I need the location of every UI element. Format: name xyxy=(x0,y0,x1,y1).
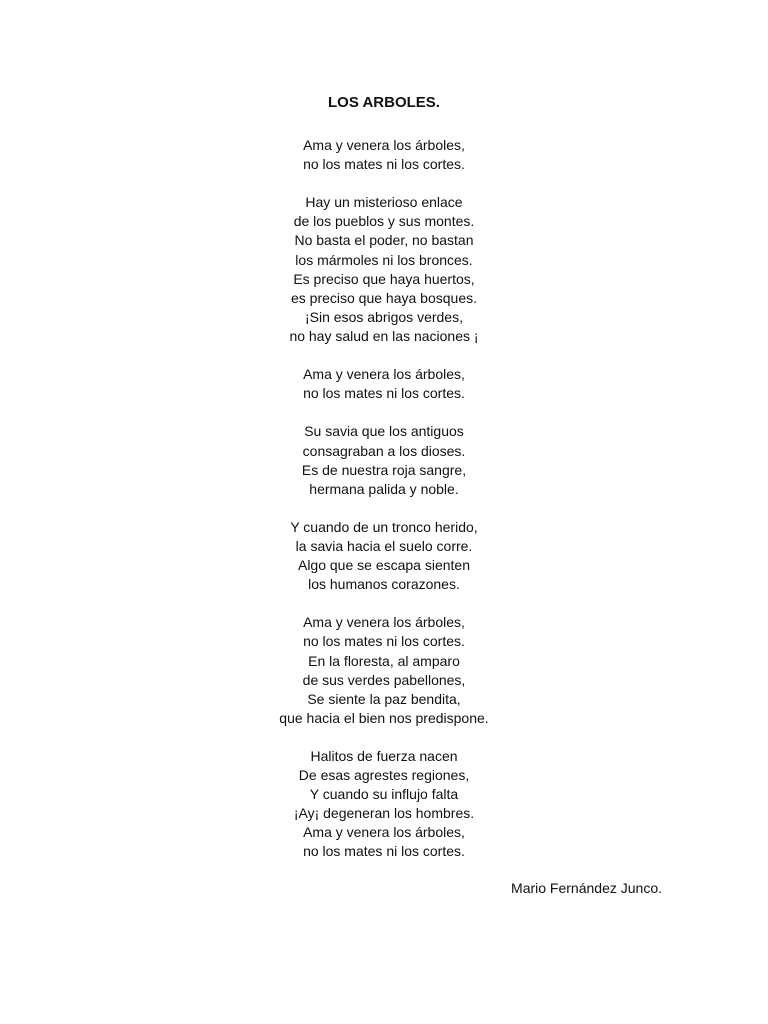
poem-line: Es de nuestra roja sangre, xyxy=(301,461,467,478)
poem-line: los mármoles ni los bronces. xyxy=(295,251,473,268)
poem-line: ¡Sin esos abrigos verdes, xyxy=(305,308,463,325)
poem-line: Y cuando de un tronco herido, xyxy=(290,518,478,535)
poem-line: de sus verdes pabellones, xyxy=(302,671,466,688)
poem-line: no los mates ni los cortes. xyxy=(303,385,465,402)
poem-line: la savia hacia el suelo corre. xyxy=(295,537,473,554)
poem-line: no los mates ni los cortes. xyxy=(303,633,465,650)
poem-title: LOS ARBOLES. xyxy=(328,94,440,111)
poem-line: hermana palida y noble. xyxy=(309,480,459,497)
poem-body xyxy=(0,136,768,881)
poem-line: Es preciso que haya huertos, xyxy=(293,270,475,287)
stanza xyxy=(0,518,768,594)
stanza xyxy=(0,613,768,728)
poem-line: De esas agrestes regiones, xyxy=(298,767,470,784)
poem-line: Ama y venera los árboles, xyxy=(303,614,465,631)
poem-line: no los mates ni los cortes. xyxy=(303,156,465,173)
poem-line: Ama y venera los árboles, xyxy=(303,366,465,383)
author-signature: Mario Fernández Junco. xyxy=(511,880,662,896)
poem-line: que hacia el bien nos predispone. xyxy=(279,709,489,726)
poem-line: no hay salud en las naciones ¡ xyxy=(289,327,479,344)
stanza xyxy=(0,747,768,862)
poem-line: Algo que se escapa sienten xyxy=(297,557,470,574)
stanza xyxy=(0,365,768,403)
poem-line: Y cuando su influjo falta xyxy=(309,786,459,803)
poem-line: Su savia que los antiguos xyxy=(304,423,464,440)
stanza xyxy=(0,422,768,498)
poem-line: No basta el poder, no bastan xyxy=(294,232,474,249)
poem-line: no los mates ni los cortes. xyxy=(303,843,465,860)
poem-line: Halitos de fuerza nacen xyxy=(310,748,458,764)
poem-line: de los pueblos y sus montes. xyxy=(293,213,475,230)
poem-line: Se siente la paz bendita, xyxy=(307,690,461,707)
poem-line: consagraban a los dioses. xyxy=(302,442,466,459)
poem-line: ¡Ay¡ degeneran los hombres. xyxy=(293,805,475,822)
poem-line: Ama y venera los árboles, xyxy=(303,824,465,841)
poem-line: los humanos corazones. xyxy=(308,576,460,593)
stanza xyxy=(0,193,768,346)
poem-line: es preciso que haya bosques. xyxy=(290,289,477,306)
poem-line: En la floresta, al amparo xyxy=(308,652,460,669)
poem-line: Hay un misterioso enlace xyxy=(305,194,463,211)
poem-line: Ama y venera los árboles, xyxy=(303,137,465,153)
stanza xyxy=(0,136,768,174)
